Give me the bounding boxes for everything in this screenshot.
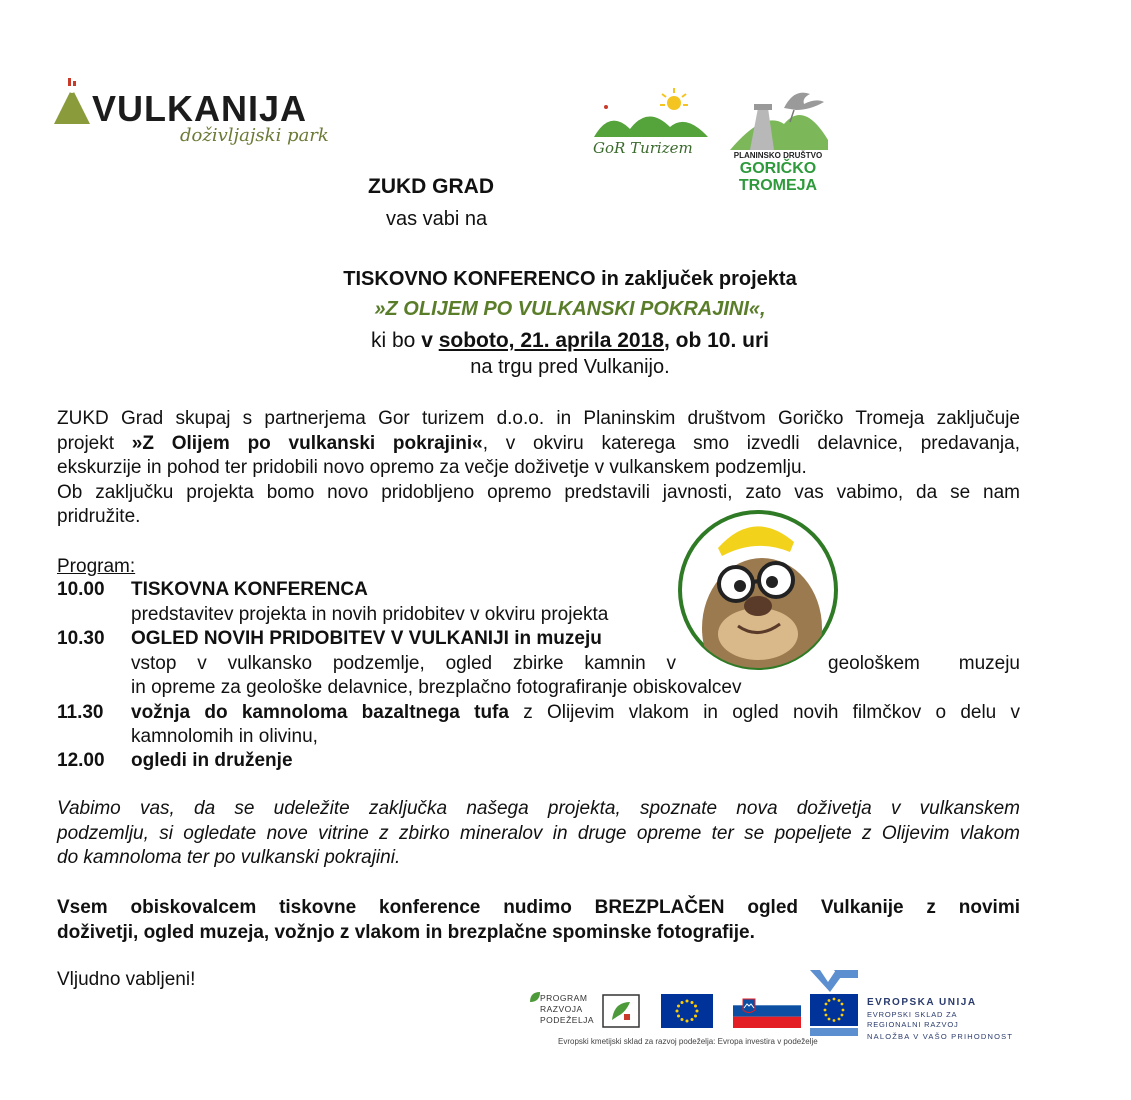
program-desc-2: in opreme za geološke delavnice, brezplačno fotografiranje obiskovalcev [131, 677, 742, 698]
program-title: TISKOVNA KONFERENCA [131, 579, 368, 600]
eu-slogan: NALOŽBA V VAŠO PRIHODNOST [867, 1032, 1014, 1041]
program-time: 10.00 [57, 579, 105, 600]
intro-project-name: »Z Olijem po vulkanski pokrajini« [131, 432, 483, 454]
intro-line-2a: projekt [57, 432, 132, 454]
regards-text: Vljudno vabljeni! [57, 969, 196, 990]
vulkanija-logo-tagline: doživljajski park [180, 125, 329, 146]
program-time: 12.00 [57, 750, 105, 771]
vulkanija-logo-name: VULKANIJA [92, 88, 308, 129]
intro-paragraph [57, 407, 1020, 530]
eu-fund-line-1: EVROPSKI SKLAD ZA [867, 1010, 958, 1019]
free-line-2: doživetji, ogled muzeja, vožnjo z vlakom in brezplačne spominske fotografije. [57, 921, 755, 943]
prp-line-3: PODEŽELJA [540, 1015, 595, 1025]
pd-logo-goricko: GORIČKO [739, 160, 817, 177]
eu-title: EVROPSKA UNIJA [867, 997, 977, 1008]
slovenia-flag-icon [733, 994, 801, 1028]
date-v: v [421, 329, 439, 352]
closing-line-1: Vabimo vas, da se udeležite zaključka našega projekta, spoznate nova doživetja v vulkanskem [57, 798, 1020, 819]
pd-logo-small-text: PLANINSKO DRUŠTVO [733, 151, 823, 160]
pd-goricko-tromeja-logo-icon [724, 80, 834, 162]
closing-line-2: podzemlju, si ogledate nove vitrine z zbirko mineralov in druge opreme ter se popeljete z Olijevim vlakom [57, 822, 1020, 844]
efrr-logo-icon [808, 968, 860, 1038]
mole-mascot-icon [676, 508, 840, 672]
event-time: , ob 10. uri [663, 329, 769, 352]
intro-line-2 [57, 432, 1020, 457]
eu-flag-icon [661, 994, 713, 1028]
event-date-line [60, 329, 1080, 353]
intro-line-3: ekskurzije in pohod ter pridobili novo opremo za večje doživetje v vulkanskem podzemlju. [57, 457, 807, 478]
program-desc-a: vstop v vulkansko podzemlje, ogled zbirke kamnin v [131, 653, 676, 674]
project-name: »Z OLIJEM PO VULKANSKI POKRAJINI«, [374, 298, 766, 320]
program-label: Program: [57, 556, 136, 577]
date-prefix: ki bo [370, 329, 422, 352]
leader-logo-icon [602, 994, 640, 1028]
gor-turizem-logo-text: GoR Turizem [593, 139, 693, 157]
program-item-3-line [131, 701, 1020, 726]
organizer-name: ZUKD GRAD [368, 175, 494, 198]
eu-fund-line-2: REGIONALNI RAZVOJ [867, 1019, 959, 1029]
program-desc: predstavitev projekta in novih pridobitev v okviru projekta [131, 604, 609, 625]
program-desc: z Olijevim vlakom in ogled novih filmčkov o delu v [508, 702, 1020, 723]
program-title: vožnja do kamnoloma bazaltnega tufa [131, 702, 509, 723]
intro-line-1: ZUKD Grad skupaj s partnerjema Gor turizem d.o.o. in Planinskim društvom Goričko Tromeja zaključuje [57, 408, 1020, 429]
invite-text: vas vabi na [386, 208, 488, 230]
prp-logo-text [540, 993, 594, 1026]
program-desc-b: geološkem muzeju [828, 653, 1020, 674]
program-time: 10.30 [57, 628, 105, 649]
program-title: ogledi in druženje [131, 750, 293, 771]
eafrd-caption: Evropski kmetijski sklad za razvoj podeželja: Evropa investira v podeželje [558, 1037, 818, 1046]
event-location: na trgu pred Vulkanijo. [470, 356, 670, 378]
intro-line-4: Ob zaključku projekta bomo novo pridobljeno opremo predstavili javnosti, zato vas vabimo, da se nam [57, 481, 1020, 503]
program-title: OGLED NOVIH PRIDOBITEV V VULKANIJI in muzeju [131, 628, 602, 649]
pd-logo-tromeja: TROMEJA [738, 177, 818, 194]
prp-line-2: RAZVOJA [540, 1004, 583, 1014]
event-date: soboto, 21. aprila 2018 [438, 329, 664, 352]
eu-fund [867, 1010, 977, 1029]
program-time: 11.30 [57, 702, 104, 723]
intro-line-5: pridružite. [57, 506, 141, 527]
free-line-1: Vsem obiskovalcem tiskovne konference nudimo BREZPLAČEN ogled Vulkanije z novimi [57, 897, 1020, 918]
program-desc-2: kamnolomih in olivinu, [131, 726, 318, 747]
closing-line-3: do kamnoloma ter po vulkanski pokrajini. [57, 847, 401, 868]
event-title: TISKOVNO KONFERENCO in zaključek projekta [343, 268, 797, 290]
prp-line-1: PROGRAM [540, 993, 588, 1003]
free-entry-paragraph [57, 896, 1020, 945]
closing-paragraph [57, 797, 1020, 871]
intro-line-2b: , v okviru katerega smo izvedli delavnice, predavanja, [482, 432, 1020, 454]
